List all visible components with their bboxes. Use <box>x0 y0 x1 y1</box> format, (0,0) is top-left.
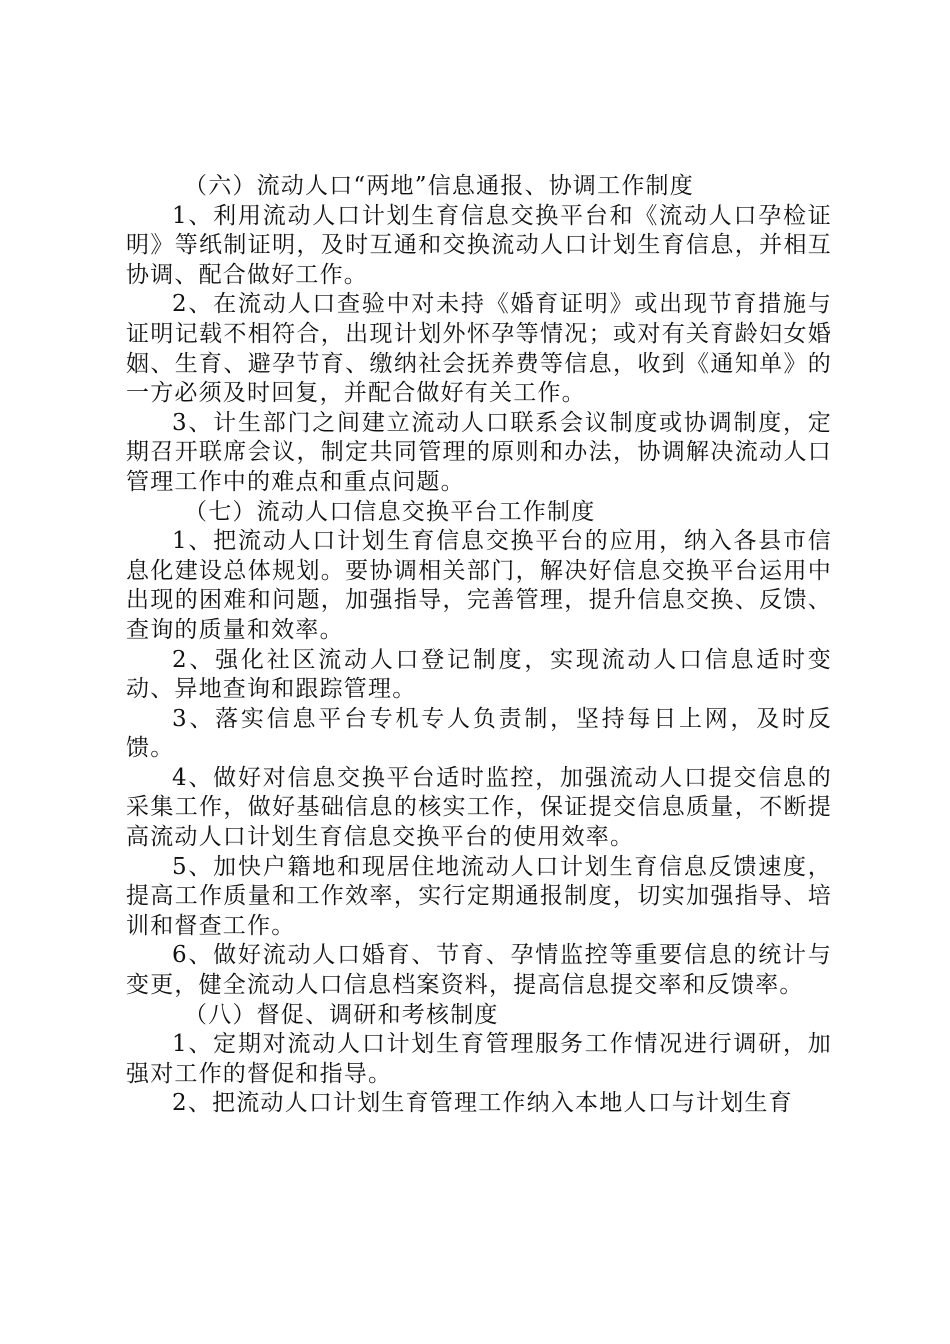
paragraph-8-1: 1、定期对流动人口计划生育管理服务工作情况进行调研，加强对工作的督促和指导。 <box>126 1031 832 1087</box>
paragraph-8-2: 2、把流动人口计划生育管理工作纳入本地人口与计划生育 <box>172 1090 793 1117</box>
section-heading-6: （六）流动人口“两地”信息通报、协调工作制度 <box>184 173 694 199</box>
paragraph-6-3: 3、计生部门之间建立流动人口联系会议制度或协调制度，定期召开联席会议，制定共同管理的原则和办法，协调解决流动人口管理工作中的难点和重点问题。 <box>126 409 832 495</box>
document-body <box>126 172 832 1119</box>
paragraph-7-6: 6、做好流动人口婚育、节育、孕情监控等重要信息的统计与变更，健全流动人口信息档案资料，提高信息提交率和反馈率。 <box>126 942 832 999</box>
section-heading-7: （七）流动人口信息交换平台工作制度 <box>184 498 596 525</box>
paragraph-7-2: 2、强化社区流动人口登记制度，实现流动人口信息适时变动、异地查询和跟踪管理。 <box>126 646 832 703</box>
paragraph-7-5: 5、加快户籍地和现居住地流动人口计划生育信息反馈速度，提高工作质量和工作效率，实行定期通报制度，切实加强指导、培训和督查工作。 <box>126 853 832 939</box>
paragraph-6-2: 2、在流动人口查验中对未持《婚育证明》或出现节育措施与证明记载不相符合，出现计划外怀孕等情况；或对有关育龄妇女婚姻、生育、避孕节育、缴纳社会抚养费等信息，收到《通知单》的一方必须及时回复，并配合做好有关工作。 <box>126 291 832 407</box>
paragraph-7-3: 3、落实信息平台专机专人负责制，坚持每日上网，及时反馈。 <box>126 705 832 762</box>
section-heading-8: （八）督促、调研和考核制度 <box>184 1001 499 1028</box>
paragraph-6-1: 1、利用流动人口计划生育信息交换平台和《流动人口孕检证明》等纸制证明，及时互通和交换流动人口计划生育信息，并相互协调、配合做好工作。 <box>126 202 832 288</box>
paragraph-7-1: 1、把流动人口计划生育信息交换平台的应用，纳入各县市信息化建设总体规划。要协调相关部门，解决好信息交换平台运用中出现的困难和问题，加强指导，完善管理，提升信息交换、反馈、查询的质量和效率。 <box>126 528 832 643</box>
paragraph-7-4: 4、做好对信息交换平台适时监控，加强流动人口提交信息的采集工作，做好基础信息的核实工作，保证提交信息质量，不断提高流动人口计划生育信息交换平台的使用效率。 <box>126 764 832 851</box>
